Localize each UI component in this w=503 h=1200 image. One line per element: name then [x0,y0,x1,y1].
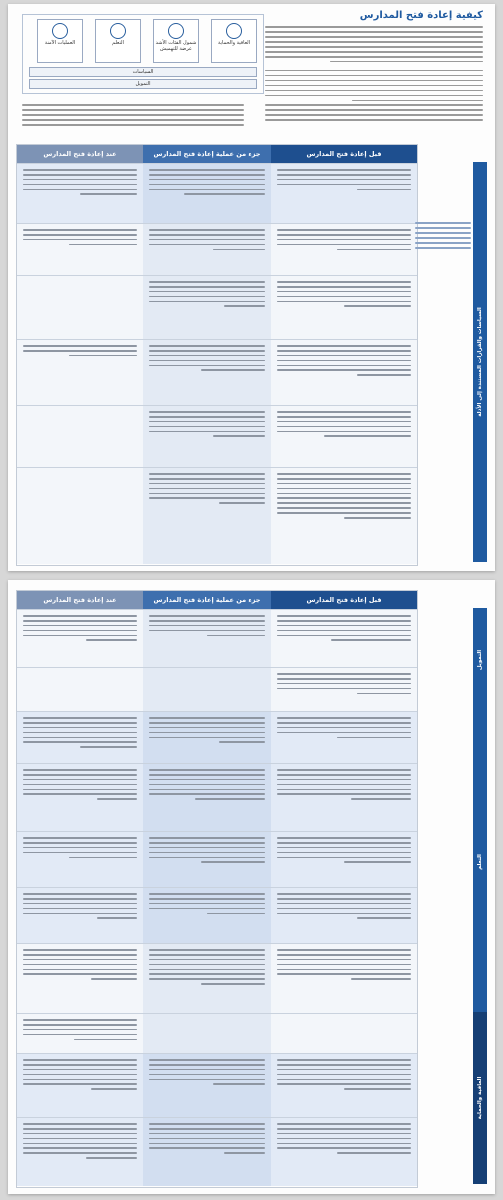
table-header [17,591,417,609]
policy-bar: السياسات [29,67,257,77]
intro-paragraph [265,26,483,105]
side-label: التعلم [477,854,483,870]
side-band [473,712,487,1012]
pillar-wellbeing: العافية والحماية [211,19,257,63]
table-row [17,667,417,712]
table-row [17,1013,417,1054]
right-paragraph-2 [265,104,483,124]
table-row [17,711,417,764]
finance-bar: التمويل [29,79,257,89]
shield-icon [52,23,68,39]
left-paragraph [22,104,244,129]
col-header-at: عند إعادة فتح المدارس [17,145,143,163]
heart-hands-icon [226,23,242,39]
table-row [17,223,417,276]
table-row [17,1117,417,1186]
table-row [17,1053,417,1118]
book-icon [110,23,126,39]
side-category-learning [415,712,487,1012]
side-category-wellbeing [415,1012,487,1184]
table-row [17,339,417,406]
table-row [17,467,417,564]
table-row [17,609,417,668]
reopening-table-2 [16,590,418,1188]
framework-diagram [22,14,264,94]
side-label: العافية والحماية [477,1076,483,1120]
page-2 [8,580,495,1194]
table-row [17,163,417,224]
reopening-table-1 [16,144,418,566]
col-header-during: جزء من عملية إعادة فتح المدارس [143,145,271,163]
table-row [17,831,417,888]
side-label: السياسات والقرارات المستندة إلى الأدلة [477,307,483,417]
pillar-inclusion: شمول الفئات الأشد عرضة للتهميش [153,19,199,63]
table-row [17,943,417,1014]
side-label: التمويل [477,649,483,671]
side-category-finance [415,608,487,712]
table-header [17,145,417,163]
col-header-before: قبل إعادة فتح المدارس [271,145,417,163]
side-band [473,1012,487,1184]
col-header-during: جزء من عملية إعادة فتح المدارس [143,591,271,609]
side-category [415,162,487,562]
col-header-before: قبل إعادة فتح المدارس [271,591,417,609]
people-icon [168,23,184,39]
pillar-learning: التعلم [95,19,141,63]
side-description [415,222,471,252]
col-header-at: عند إعادة فتح المدارس [17,591,143,609]
table-row [17,275,417,340]
table-row [17,405,417,468]
table-row [17,887,417,944]
side-band [473,162,487,562]
side-band [473,608,487,712]
table-row [17,763,417,832]
page-1 [8,4,495,571]
section-title: كيفية إعادة فتح المدارس [359,10,483,21]
pillar-safe-operations: العمليات الآمنة [37,19,83,63]
